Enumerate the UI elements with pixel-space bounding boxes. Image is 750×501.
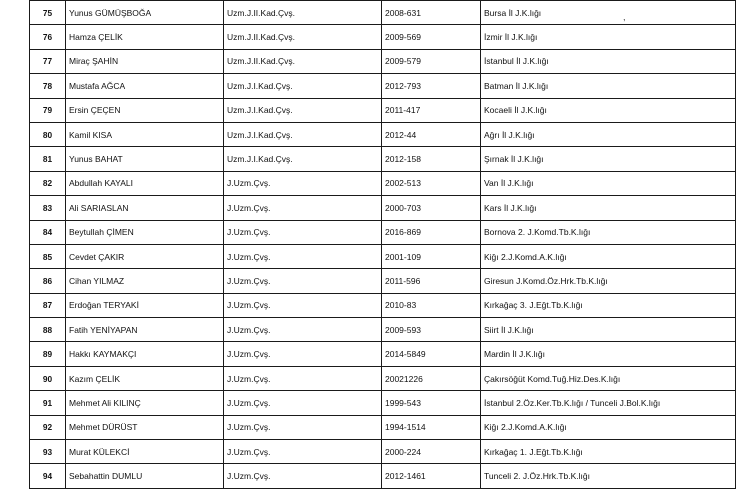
- registry-number-cell: 2014-5849: [382, 342, 481, 366]
- rank-cell: J.Uzm.Çvş.: [224, 293, 382, 317]
- person-name-cell: Hamza ÇELİK: [66, 25, 224, 49]
- registry-number-cell: 2001-109: [382, 244, 481, 268]
- rank-cell: Uzm.J.II.Kad.Çvş.: [224, 25, 382, 49]
- person-name-cell: Abdullah KAYALI: [66, 171, 224, 195]
- rank-cell: J.Uzm.Çvş.: [224, 391, 382, 415]
- registry-number-cell: 2009-593: [382, 318, 481, 342]
- row-number-cell: 76: [30, 25, 66, 49]
- row-number-cell: 85: [30, 244, 66, 268]
- rank-cell: J.Uzm.Çvş.: [224, 464, 382, 488]
- rank-cell: J.Uzm.Çvş.: [224, 171, 382, 195]
- rank-cell: J.Uzm.Çvş.: [224, 440, 382, 464]
- row-number-cell: 92: [30, 415, 66, 439]
- rank-cell: J.Uzm.Çvş.: [224, 415, 382, 439]
- assigned-unit-cell: İstanbul İl J.K.lığı: [481, 49, 736, 73]
- person-name-cell: Beytullah ÇİMEN: [66, 220, 224, 244]
- person-name-cell: Kamil KISA: [66, 122, 224, 146]
- table-row: [30, 342, 736, 366]
- registry-number-cell: 2002-513: [382, 171, 481, 195]
- assigned-unit-cell: Kars İl J.K.lığı: [481, 196, 736, 220]
- registry-number-cell: 2012-158: [382, 147, 481, 171]
- rank-cell: Uzm.J.II.Kad.Çvş.: [224, 49, 382, 73]
- assigned-unit-cell: Kırkağaç 3. J.Eğt.Tb.K.lığı: [481, 293, 736, 317]
- assigned-unit-cell: Mardin İl J.K.lığı: [481, 342, 736, 366]
- table-row: [30, 318, 736, 342]
- table-row: [30, 391, 736, 415]
- person-name-cell: Murat KÜLEKCİ: [66, 440, 224, 464]
- person-name-cell: Mehmet DÜRÜST: [66, 415, 224, 439]
- table-row: [30, 49, 736, 73]
- row-number-cell: 78: [30, 74, 66, 98]
- registry-number-cell: 2008-631: [382, 1, 481, 25]
- registry-number-cell: 20021226: [382, 366, 481, 390]
- registry-number-cell: 2012-44: [382, 122, 481, 146]
- rank-cell: Uzm.J.I.Kad.Çvş.: [224, 147, 382, 171]
- registry-number-cell: 2016-869: [382, 220, 481, 244]
- row-number-cell: 91: [30, 391, 66, 415]
- assigned-unit-cell: İstanbul 2.Öz.Ker.Tb.K.lığı / Tunceli J.Bol.K.lığı: [481, 391, 736, 415]
- row-number-cell: 93: [30, 440, 66, 464]
- rank-cell: J.Uzm.Çvş.: [224, 342, 382, 366]
- stray-mark: ,: [623, 12, 626, 22]
- row-number-cell: 77: [30, 49, 66, 73]
- person-name-cell: Hakkı KAYMAKÇI: [66, 342, 224, 366]
- registry-number-cell: 1994-1514: [382, 415, 481, 439]
- row-number-cell: 88: [30, 318, 66, 342]
- registry-number-cell: 2012-793: [382, 74, 481, 98]
- person-name-cell: Fatih YENİYAPAN: [66, 318, 224, 342]
- registry-number-cell: 2011-596: [382, 269, 481, 293]
- row-number-cell: 84: [30, 220, 66, 244]
- table-row: [30, 171, 736, 195]
- assigned-unit-cell: Tunceli 2. J.Öz.Hrk.Tb.K.lığı: [481, 464, 736, 488]
- table-row: [30, 464, 736, 488]
- assigned-unit-cell: Bornova 2. J.Komd.Tb.K.lığı: [481, 220, 736, 244]
- rank-cell: Uzm.J.I.Kad.Çvş.: [224, 74, 382, 98]
- registry-number-cell: 2011-417: [382, 98, 481, 122]
- rank-cell: J.Uzm.Çvş.: [224, 220, 382, 244]
- row-number-cell: 83: [30, 196, 66, 220]
- person-name-cell: Mustafa AĞCA: [66, 74, 224, 98]
- person-name-cell: Yunus BAHAT: [66, 147, 224, 171]
- assigned-unit-cell: Ağrı İl J.K.lığı: [481, 122, 736, 146]
- rank-cell: J.Uzm.Çvş.: [224, 244, 382, 268]
- rank-cell: Uzm.J.II.Kad.Çvş.: [224, 1, 382, 25]
- table-row: [30, 269, 736, 293]
- row-number-cell: 81: [30, 147, 66, 171]
- assigned-unit-cell: Giresun J.Komd.Öz.Hrk.Tb.K.lığı: [481, 269, 736, 293]
- table-row: [30, 244, 736, 268]
- row-number-cell: 87: [30, 293, 66, 317]
- row-number-cell: 86: [30, 269, 66, 293]
- person-name-cell: Miraç ŞAHİN: [66, 49, 224, 73]
- row-number-cell: 75: [30, 1, 66, 25]
- registry-number-cell: 2009-569: [382, 25, 481, 49]
- row-number-cell: 89: [30, 342, 66, 366]
- person-name-cell: Ali SARIASLAN: [66, 196, 224, 220]
- table-row: [30, 98, 736, 122]
- rank-cell: J.Uzm.Çvş.: [224, 196, 382, 220]
- table-row: [30, 74, 736, 98]
- row-number-cell: 80: [30, 122, 66, 146]
- rank-cell: J.Uzm.Çvş.: [224, 269, 382, 293]
- person-name-cell: Erdoğan TERYAKİ: [66, 293, 224, 317]
- table-row: [30, 415, 736, 439]
- registry-number-cell: 2012-1461: [382, 464, 481, 488]
- rank-cell: Uzm.J.I.Kad.Çvş.: [224, 122, 382, 146]
- person-name-cell: Ersin ÇEÇEN: [66, 98, 224, 122]
- rank-cell: Uzm.J.I.Kad.Çvş.: [224, 98, 382, 122]
- person-name-cell: Mehmet Ali KILINÇ: [66, 391, 224, 415]
- registry-number-cell: 2000-703: [382, 196, 481, 220]
- table-row: [30, 440, 736, 464]
- assigned-unit-cell: Batman İl J.K.lığı: [481, 74, 736, 98]
- table-row: [30, 122, 736, 146]
- person-name-cell: Cihan YILMAZ: [66, 269, 224, 293]
- assigned-unit-cell: Kiğı 2.J.Komd.A.K.lığı: [481, 244, 736, 268]
- table-row: [30, 293, 736, 317]
- registry-number-cell: 2009-579: [382, 49, 481, 73]
- registry-number-cell: 2000-224: [382, 440, 481, 464]
- personnel-table-body: [30, 1, 736, 489]
- table-row: [30, 25, 736, 49]
- row-number-cell: 94: [30, 464, 66, 488]
- rank-cell: J.Uzm.Çvş.: [224, 366, 382, 390]
- assigned-unit-cell: Kiğı 2.J.Komd.A.K.lığı: [481, 415, 736, 439]
- row-number-cell: 90: [30, 366, 66, 390]
- person-name-cell: Yunus GÜMÜŞBOĞA: [66, 1, 224, 25]
- table-row: [30, 147, 736, 171]
- registry-number-cell: 2010-83: [382, 293, 481, 317]
- personnel-table: [29, 0, 736, 489]
- table-row: [30, 196, 736, 220]
- table-row: [30, 1, 736, 25]
- person-name-cell: Cevdet ÇAKIR: [66, 244, 224, 268]
- assigned-unit-cell: Kırkağaç 1. J.Eğt.Tb.K.lığı: [481, 440, 736, 464]
- person-name-cell: Sebahattin DUMLU: [66, 464, 224, 488]
- table-row: [30, 366, 736, 390]
- row-number-cell: 79: [30, 98, 66, 122]
- assigned-unit-cell: İzmir İl J.K.lığı: [481, 25, 736, 49]
- table-row: [30, 220, 736, 244]
- assigned-unit-cell: Siirt İl J.K.lığı: [481, 318, 736, 342]
- rank-cell: J.Uzm.Çvş.: [224, 318, 382, 342]
- row-number-cell: 82: [30, 171, 66, 195]
- registry-number-cell: 1999-543: [382, 391, 481, 415]
- assigned-unit-cell: Bursa İl J.K.lığı: [481, 1, 736, 25]
- assigned-unit-cell: Şırnak İl J.K.lığı: [481, 147, 736, 171]
- assigned-unit-cell: Kocaeli İl J.K.lığı: [481, 98, 736, 122]
- person-name-cell: Kazım ÇELİK: [66, 366, 224, 390]
- assigned-unit-cell: Çakırsöğüt Komd.Tuğ.Hiz.Des.K.lığı: [481, 366, 736, 390]
- assigned-unit-cell: Van İl J.K.lığı: [481, 171, 736, 195]
